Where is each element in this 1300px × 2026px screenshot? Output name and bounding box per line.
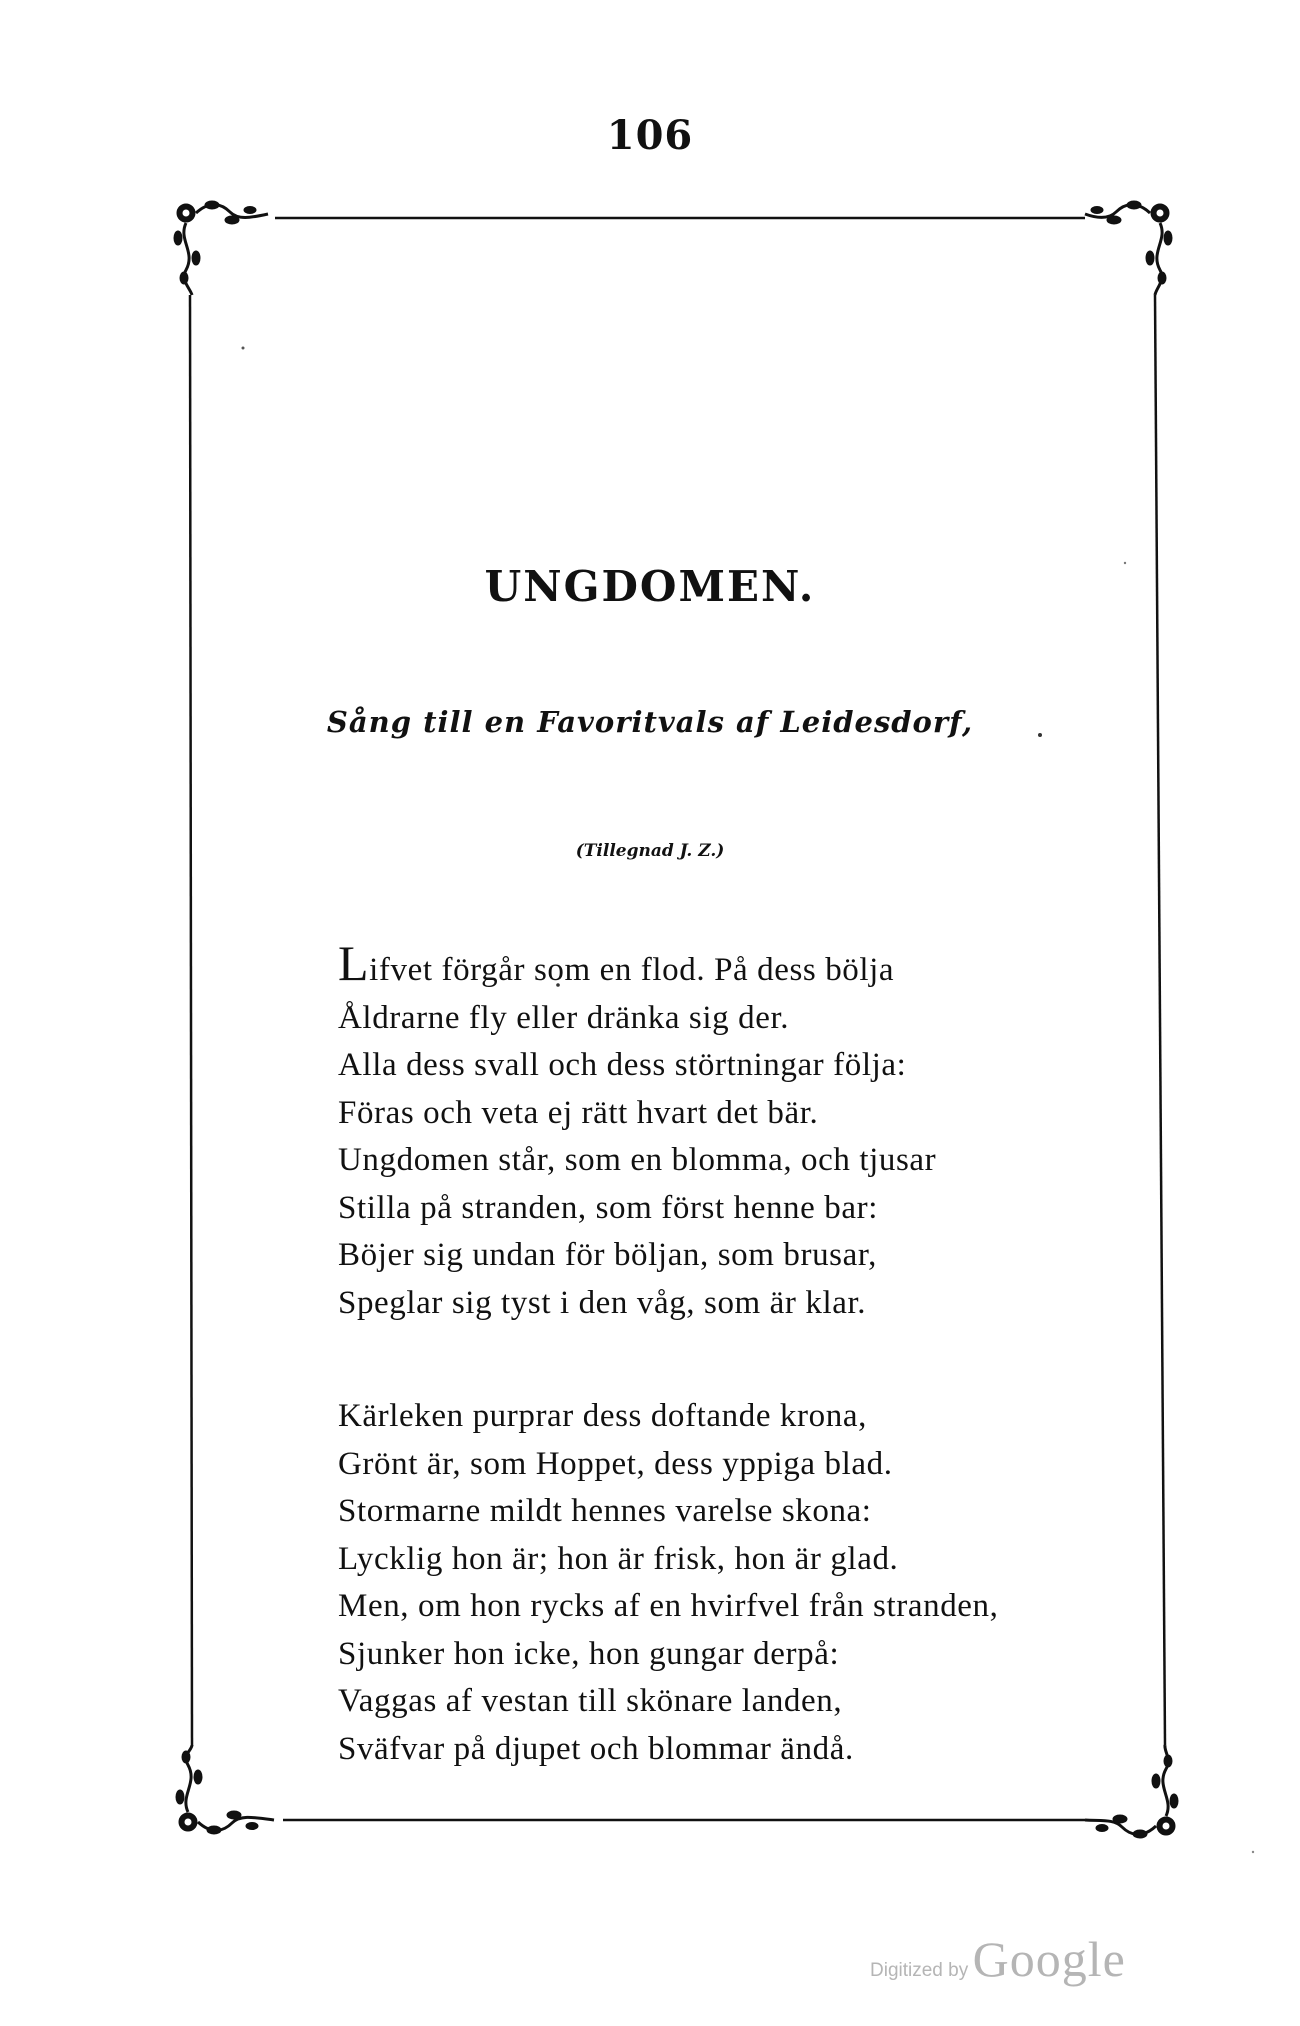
poem-line: Sjunker hon icke, hon gungar derpå: xyxy=(338,1635,840,1672)
poem-line: Lycklig hon är; hon är frisk, hon är glad. xyxy=(338,1540,899,1577)
poem-line: Alla dess svall och dess störtningar följa: xyxy=(338,1047,907,1083)
poem-dedication: (Tillegnad J. Z.) xyxy=(575,841,725,861)
poem-line-text: ifvet förgår som en flod. På dess bölja xyxy=(369,952,895,988)
poem-line: Grönt är, som Hoppet, dess yppiga blad. xyxy=(338,1445,893,1482)
poem-line: Stormarne mildt hennes varelse skona: xyxy=(338,1493,872,1529)
poem-line: Vaggas af vestan till skönare landen, xyxy=(338,1683,843,1719)
poem-line: Stilla på stranden, som först henne bar: xyxy=(338,1189,878,1226)
poem-line: Ungdomen står, som en blomma, och tjusar xyxy=(338,1142,937,1178)
poem-line: Speglar sig tyst i den våg, som är klar. xyxy=(338,1284,867,1321)
floral-corner-ornament-bottom-left xyxy=(176,1745,274,1834)
watermark-brand: Google xyxy=(972,1931,1126,1987)
poem-line: Sväfvar på djupet och blommar ändå. xyxy=(338,1730,854,1767)
drop-cap: L xyxy=(338,935,370,991)
poem-line: Kärleken purprar dess doftande krona, xyxy=(338,1398,867,1434)
watermark-prefix: Digitized by xyxy=(870,1960,969,1981)
page-number: 106 xyxy=(606,112,694,159)
poem-line: Böjer sig undan för böljan, som brusar, xyxy=(338,1237,877,1273)
poem-line: Men, om hon rycks af en hvirfvel från stranden, xyxy=(338,1588,999,1624)
poem-line: Föras och veta ej rätt hvart det bär. xyxy=(338,1094,819,1131)
digitized-watermark xyxy=(870,1930,1126,1988)
poem-line xyxy=(338,935,1138,995)
floral-corner-ornament-top-left xyxy=(174,201,268,295)
poem-title: UNGDOMEN. xyxy=(484,562,816,611)
poem-subtitle: Sång till en Favoritvals af Leidesdorf, xyxy=(326,705,974,739)
poem-line: Åldrarne fly eller dränka sig der. xyxy=(338,999,790,1036)
stanza xyxy=(338,935,1138,1327)
stanza xyxy=(338,1393,1138,1773)
floral-corner-ornament-top-right xyxy=(1085,201,1172,295)
